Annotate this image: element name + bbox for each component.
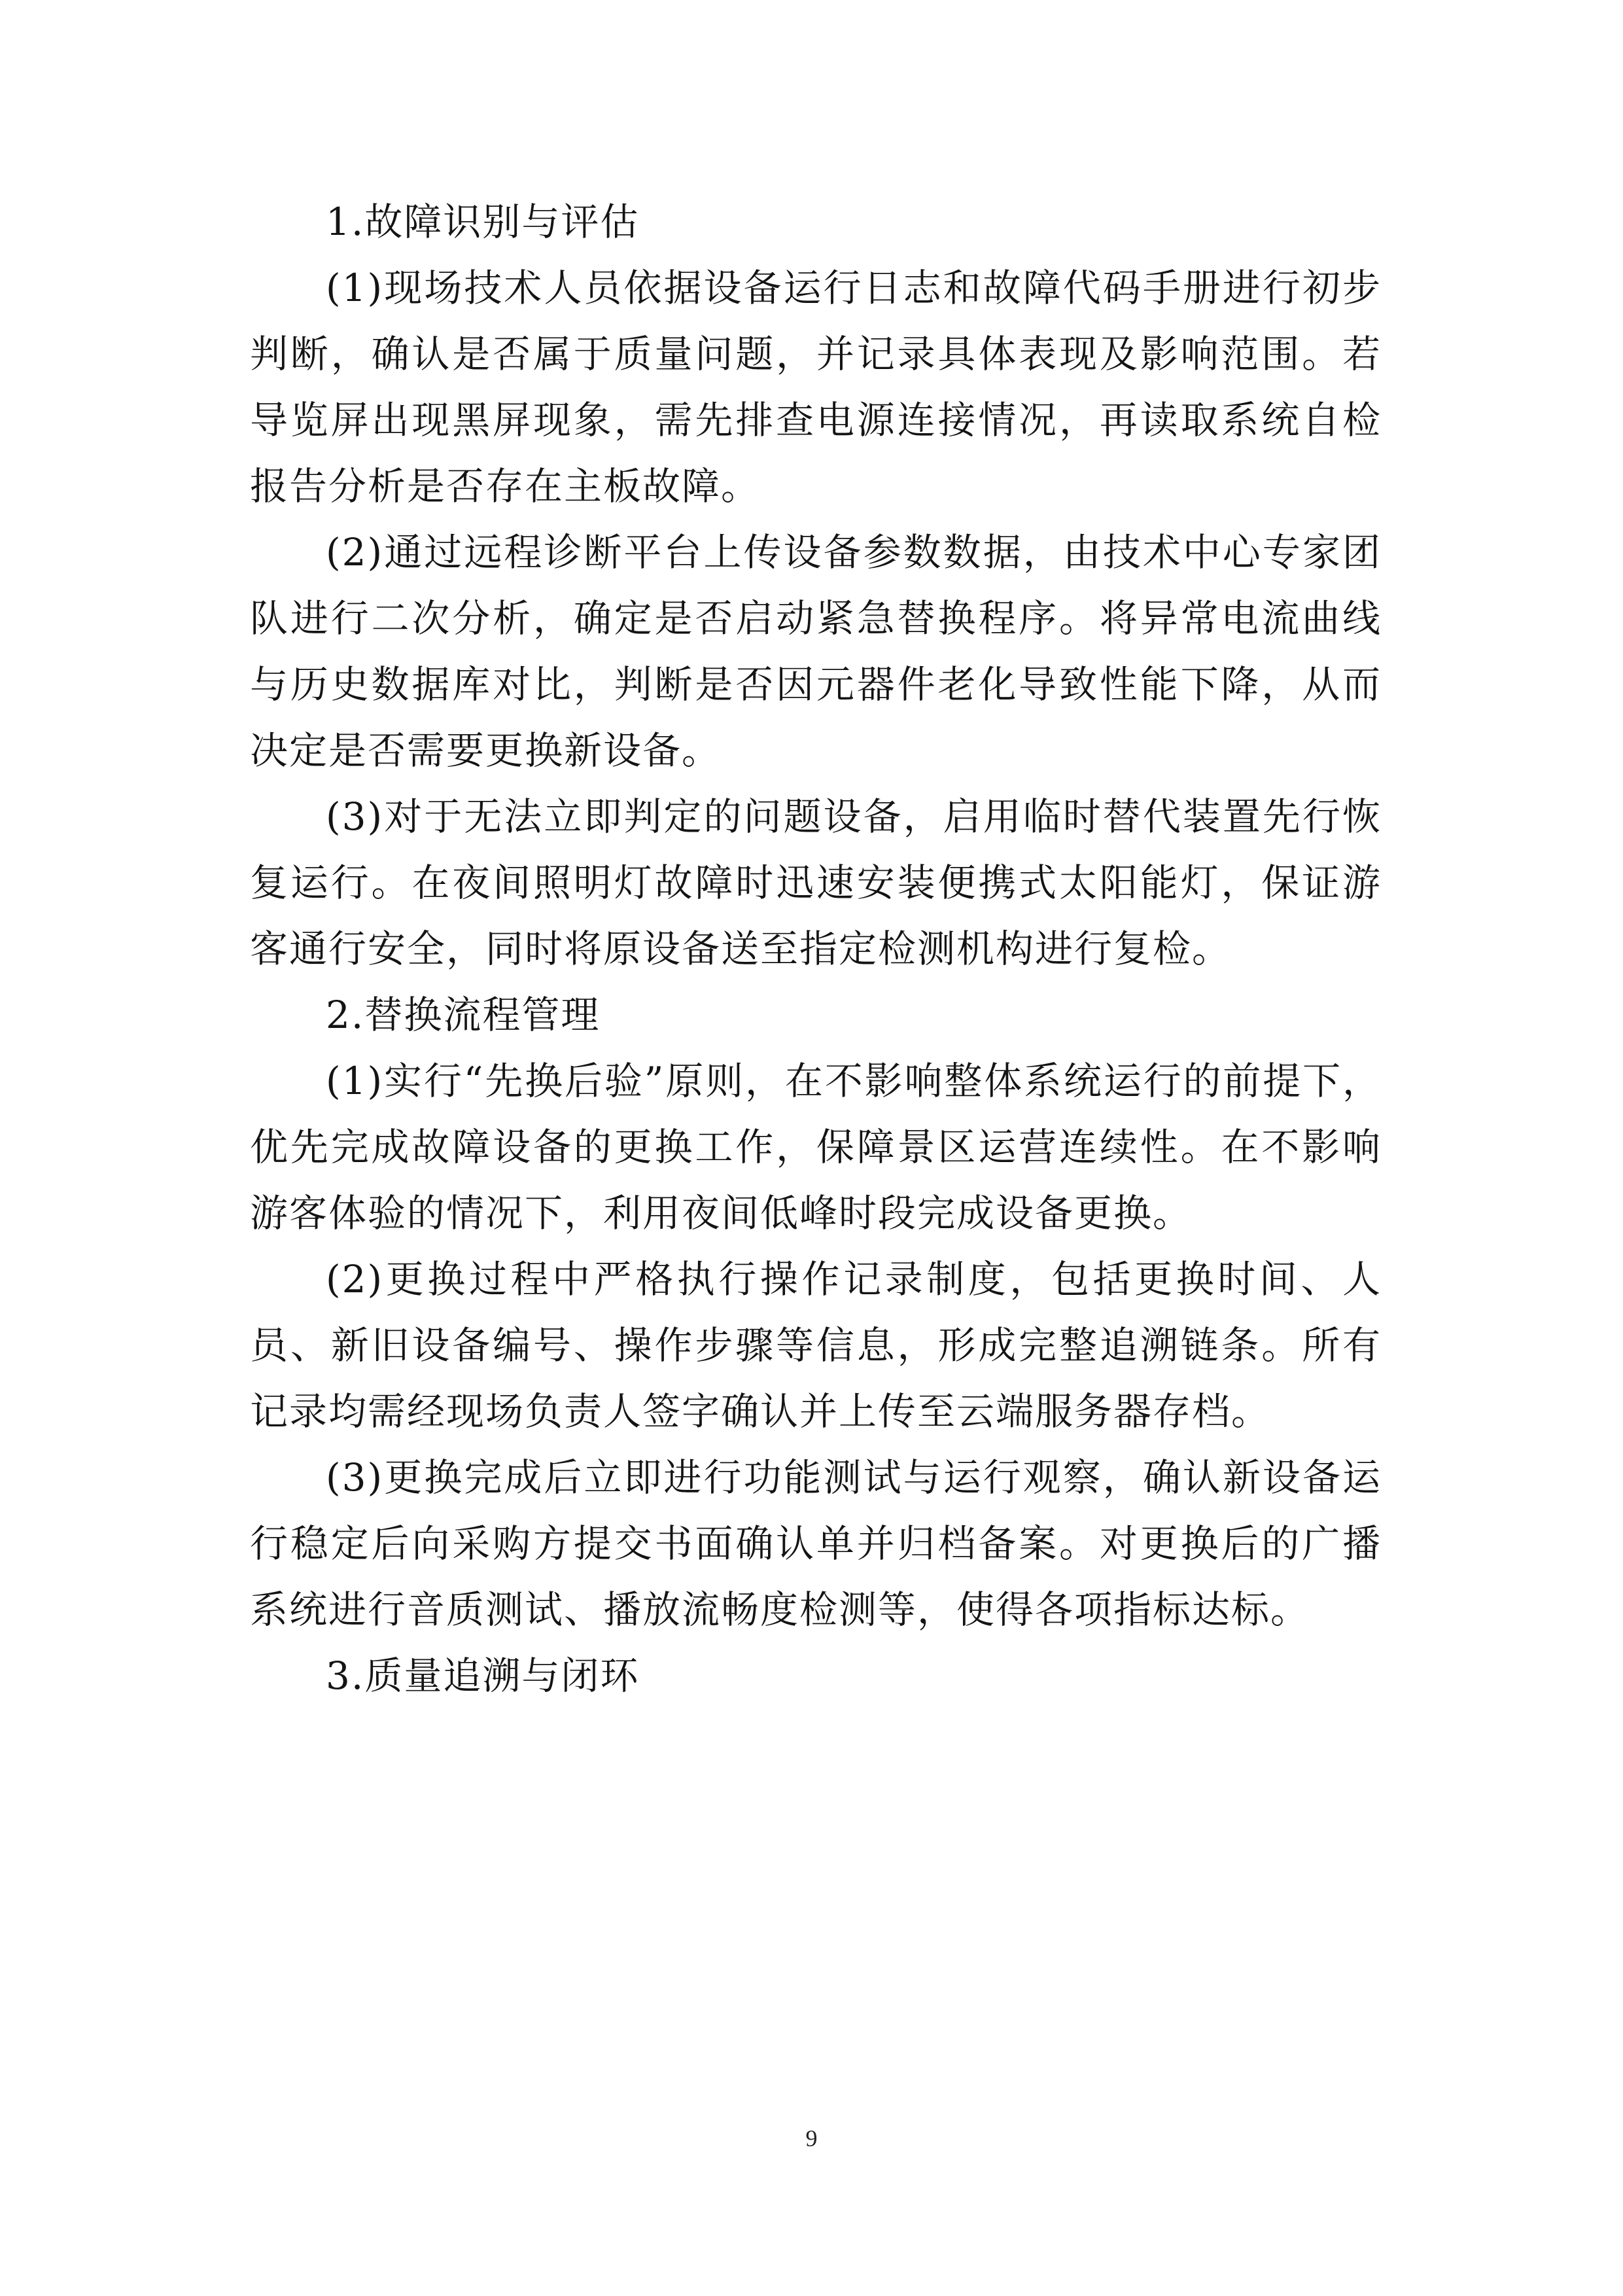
section-heading-3: 3.质量追溯与闭环: [326, 1653, 640, 1698]
section-2-item-1: (1)实行“先换后验”原则，在不影响整体系统运行的前提下，优先完成故障设备的更换工作，保障景区运营连续性。在不影响游客体验的情况下，利用夜间低峰时段完成设备更换。: [250, 1059, 1382, 1235]
section-1-item-1: (1)现场技术人员依据设备运行日志和故障代码手册进行初步判断，确认是否属于质量问题，并记录具体表现及影响范围。若导览屏出现黑屏现象，需先排查电源连接情况，再读取系统自检报告分析是否存在主板故障。: [250, 266, 1382, 508]
section-2-item-3: (3)更换完成后立即进行功能测试与运行观察，确认新设备运行稳定后向采购方提交书面确认单并归档备案。对更换后的广播系统进行音质测试、播放流畅度检测等，使得各项指标达标。: [250, 1455, 1382, 1632]
section-2-item-2: (2)更换过程中严格执行操作记录制度，包括更换时间、人员、新旧设备编号、操作步骤等信息，形成完整追溯链条。所有记录均需经现场负责人签字确认并上传至云端服务器存档。: [250, 1257, 1382, 1434]
section-1-item-2: (2)通过远程诊断平台上传设备参数数据，由技术中心专家团队进行二次分析，确定是否启动紧急替换程序。将异常电流曲线与历史数据库对比，判断是否因元器件老化导致性能下降，从而决定是否需要更换新设备。: [250, 530, 1382, 773]
section-heading-1: 1.故障识别与评估: [326, 200, 640, 244]
section-1-item-3: (3)对于无法立即判定的问题设备，启用临时替代装置先行恢复运行。在夜间照明灯故障时迅速安装便携式太阳能灯，保证游客通行安全，同时将原设备送至指定检测机构进行复检。: [250, 794, 1382, 971]
section-heading-2: 2.替换流程管理: [326, 993, 601, 1037]
page-number: 9: [805, 2125, 818, 2151]
document-body: [250, 189, 1382, 1709]
